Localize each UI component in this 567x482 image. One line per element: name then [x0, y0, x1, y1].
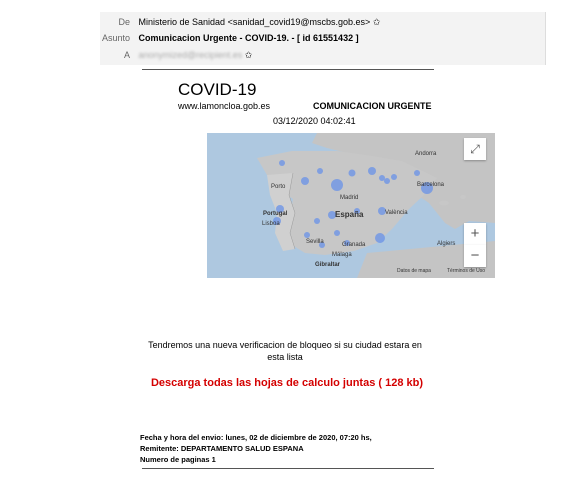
- fullscreen-icon[interactable]: ⤢: [464, 138, 486, 160]
- meta-pages: Numero de paginas 1: [140, 455, 216, 464]
- from-label: De: [118, 17, 130, 27]
- zoom-out-icon[interactable]: −: [464, 245, 486, 267]
- zoom-in-icon[interactable]: +: [464, 223, 486, 245]
- star-icon[interactable]: ✩: [372, 17, 381, 27]
- download-link[interactable]: Descarga todas las hojas de calculo juntas ( 128 kb): [150, 377, 424, 389]
- map-label-porto: Porto: [271, 184, 286, 190]
- map-label-barcelona: Barcelona: [417, 182, 445, 188]
- meta-sender: Remitente: DEPARTAMENTO SALUD ESPANA: [140, 444, 304, 453]
- map-label-malaga: Málaga: [332, 252, 352, 258]
- email-header: [100, 12, 546, 65]
- spain-map[interactable]: [207, 133, 495, 278]
- divider-bottom: [142, 468, 434, 469]
- map-label-lisboa: Lisboa: [262, 221, 280, 227]
- from-value[interactable]: Ministerio de Sanidad <sanidad_covid19@mscbs.gob.es>: [138, 17, 371, 27]
- to-row: [100, 50, 252, 61]
- to-value-redacted[interactable]: anonymized@recipient.es: [138, 50, 243, 60]
- to-label: A: [123, 50, 130, 60]
- urgent-heading: COMUNICACION URGENTE: [313, 101, 432, 111]
- star-icon[interactable]: ✩: [244, 50, 253, 60]
- map-data-credit[interactable]: Datos de mapa: [397, 268, 431, 274]
- subject-value: Comunicacion Urgente - COVID-19. - [ id 61551432 ]: [138, 33, 359, 43]
- map-label-madrid: Madrid: [340, 195, 359, 201]
- divider-top: [142, 69, 434, 70]
- map-label-granada: Granada: [342, 242, 366, 248]
- map-label-andorra: Andorra: [415, 151, 437, 157]
- message-text: Tendremos una nueva verificacion de bloqueo si su ciudad estara en esta lista: [148, 340, 422, 362]
- map-terms-link[interactable]: Términos de Uso: [447, 268, 486, 274]
- page-title: COVID-19: [178, 80, 257, 99]
- map-label-gibraltar: Gibraltar: [315, 262, 341, 268]
- map-label-espana: España: [335, 210, 364, 219]
- map-label-valencia: València: [385, 210, 408, 216]
- map-label-sevilla: Sevilla: [306, 239, 324, 245]
- subject-label: Asunto: [101, 33, 130, 43]
- map-label-algiers: Algiers: [437, 241, 456, 247]
- from-row: [100, 17, 380, 28]
- map-label-portugal: Portugal: [263, 211, 288, 217]
- meta-date: Fecha y hora del envio: lunes, 02 de diciembre de 2020, 07:20 hs,: [140, 433, 372, 442]
- datetime: 03/12/2020 04:02:41: [273, 116, 356, 126]
- subject-row: [100, 33, 359, 43]
- site-link[interactable]: www.lamoncloa.gob.es: [178, 101, 271, 111]
